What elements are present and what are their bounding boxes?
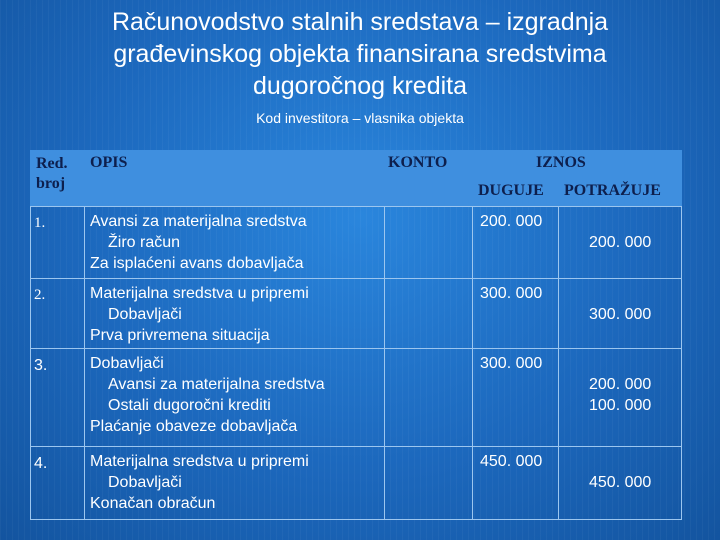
- credit-account: Ostali dugoročni krediti: [108, 397, 271, 414]
- row-number: 3.: [34, 357, 48, 374]
- header-konto: KONTO: [388, 154, 448, 171]
- row-description: [90, 353, 325, 437]
- row-description: [90, 283, 309, 346]
- page-title: [40, 6, 680, 102]
- potrazuje-amount: 200. 000: [589, 376, 652, 393]
- potrazuje-amount: 200. 000: [589, 234, 652, 251]
- potrazuje-amount: 100. 000: [589, 397, 652, 414]
- credit-account: Dobavljači: [108, 474, 182, 491]
- header-duguje: DUGUJE: [478, 182, 544, 199]
- duguje-amount: 450. 000: [480, 453, 543, 470]
- title-line-1: Računovodstvo stalnih sredstava – izgradnja: [111, 8, 609, 36]
- debit-account: Dobavljači: [90, 355, 164, 372]
- table-header: [30, 150, 682, 206]
- duguje-amount: 300. 000: [480, 285, 543, 302]
- row-description: [90, 211, 307, 274]
- entry-note: Plaćanje obaveze dobavljača: [90, 418, 298, 435]
- entry-note: Za isplaćeni avans dobavljača: [90, 255, 304, 272]
- debit-account: Materijalna sredstva u pripremi: [90, 453, 309, 470]
- table-row: [30, 206, 682, 279]
- table-row: [30, 348, 682, 447]
- header-broj: broj: [36, 175, 66, 192]
- header-iznos: IZNOS: [536, 154, 586, 171]
- entry-note: Prva privremena situacija: [90, 327, 270, 344]
- duguje-amount: 300. 000: [480, 355, 543, 372]
- potrazuje-amount: 450. 000: [589, 474, 652, 491]
- header-red-broj: [36, 154, 68, 194]
- journal-table: [30, 150, 682, 520]
- table-row: [30, 278, 682, 349]
- potrazuje-amount: 300. 000: [589, 306, 652, 323]
- debit-account: Avansi za materijalna sredstva: [90, 213, 307, 230]
- credit-account: Dobavljači: [108, 306, 182, 323]
- page-subtitle: Kod investitora – vlasnika objekta: [256, 110, 464, 126]
- row-number: 4.: [34, 455, 48, 472]
- header-potrazuje: POTRAŽUJE: [564, 182, 661, 199]
- row-number: 2.: [34, 287, 46, 303]
- title-line-2: građevinskog objekta finansirana sredstvima: [113, 40, 607, 68]
- credit-account: Avansi za materijalna sredstva: [108, 376, 325, 393]
- entry-note: Konačan obračun: [90, 495, 216, 512]
- table-row: [30, 446, 682, 519]
- credit-account: Žiro račun: [108, 234, 181, 251]
- row-description: [90, 451, 309, 514]
- title-line-3: dugoročnog kredita: [252, 72, 468, 100]
- debit-account: Materijalna sredstva u pripremi: [90, 285, 309, 302]
- duguje-amount: 200. 000: [480, 213, 543, 230]
- header-red: Red.: [36, 155, 68, 172]
- header-opis: OPIS: [90, 154, 128, 171]
- row-number: 1.: [34, 215, 46, 231]
